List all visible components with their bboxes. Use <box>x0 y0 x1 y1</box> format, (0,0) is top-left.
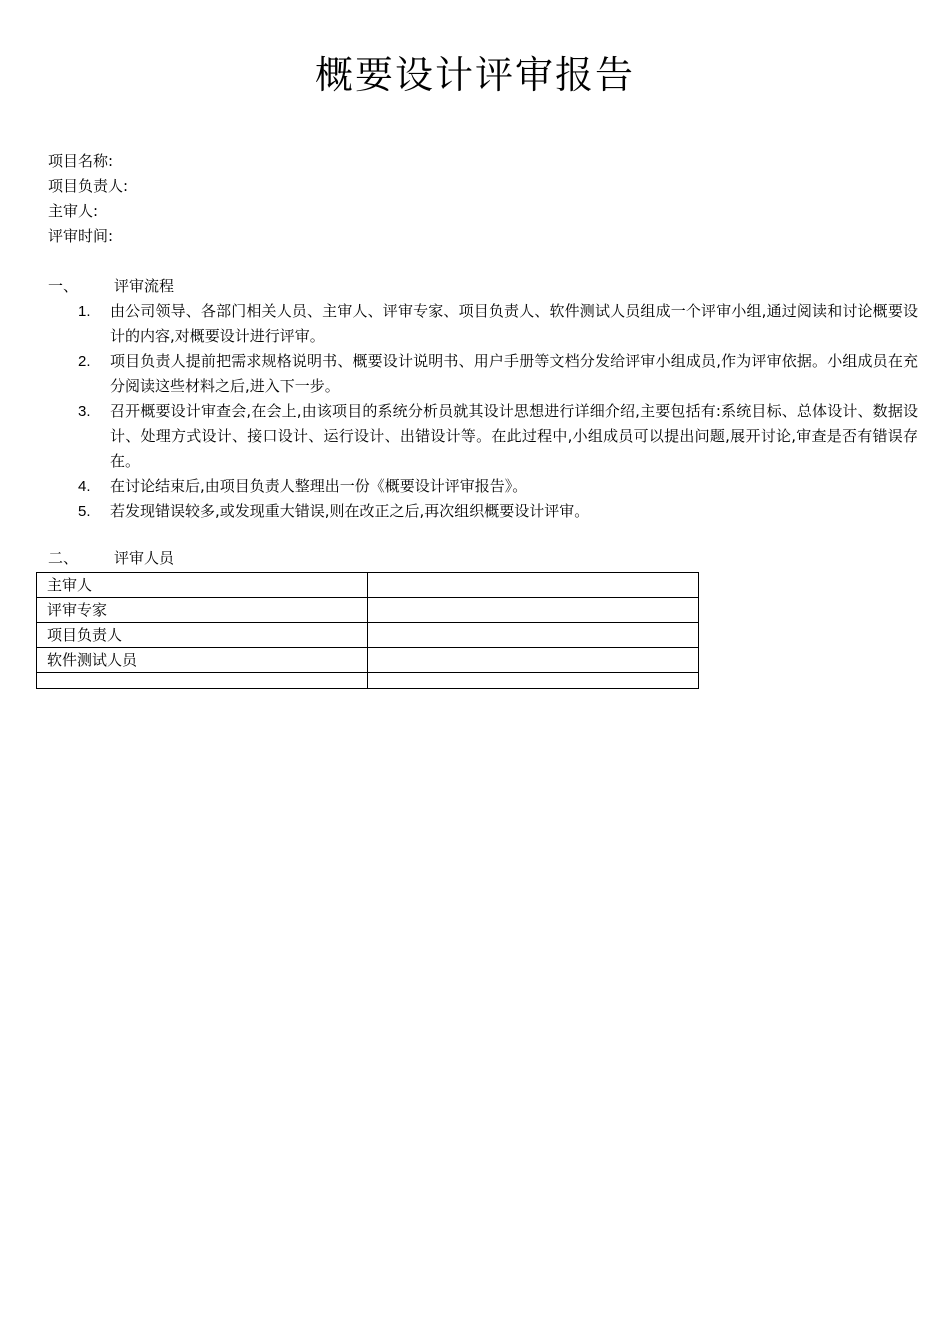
table-cell-name[interactable] <box>368 573 699 598</box>
section-number: 二、 <box>48 549 79 567</box>
list-item-number: 3. <box>78 403 91 420</box>
table-row <box>37 648 699 673</box>
section-title: 评审人员 <box>114 549 175 567</box>
table-cell-role: 软件测试人员 <box>37 648 368 673</box>
list-item-number: 4. <box>78 478 91 495</box>
list-item-text: 项目负责人提前把需求规格说明书、概要设计说明书、用户手册等文档分发给评审小组成员,作为评审依据。小组成员在充分阅读这些材料之后,进入下一步。 <box>110 352 918 395</box>
table-cell-role[interactable] <box>37 673 368 689</box>
list-item-number: 1. <box>78 303 91 320</box>
list-item <box>78 299 918 349</box>
list-item-number: 5. <box>78 503 91 520</box>
list-item-text: 由公司领导、各部门相关人员、主审人、评审专家、项目负责人、软件测试人员组成一个评审小组,通过阅读和讨论概要设计的内容,对概要设计进行评审。 <box>110 302 918 345</box>
field-project-lead: 项目负责人: <box>48 177 129 195</box>
list-item-text: 若发现错误较多,或发现重大错误,则在改正之后,再次组织概要设计评审。 <box>110 502 590 520</box>
table-cell-role: 主审人 <box>37 573 368 598</box>
list-item-text: 召开概要设计审查会,在会上,由该项目的系统分析员就其设计思想进行详细介绍,主要包括有:系统目标、总体设计、数据设计、处理方式设计、接口设计、运行设计、出错设计等。在此过程中,小组成员可以提出问题,展开讨论,审查是否有错误存在。 <box>110 402 918 470</box>
section-review-process-heading <box>48 274 174 299</box>
list-item <box>78 499 918 524</box>
table-cell-name[interactable] <box>368 673 699 689</box>
section-reviewers-heading <box>48 546 174 571</box>
field-chief-reviewer: 主审人: <box>48 202 99 220</box>
project-info-fields <box>48 149 128 249</box>
section-title: 评审流程 <box>114 277 175 295</box>
table-cell-name[interactable] <box>368 598 699 623</box>
table-cell-name[interactable] <box>368 623 699 648</box>
table-cell-role: 项目负责人 <box>37 623 368 648</box>
field-project-name: 项目名称: <box>48 152 114 170</box>
review-process-list <box>78 299 918 524</box>
table-row <box>37 573 699 598</box>
list-item-number: 2. <box>78 353 91 370</box>
list-item <box>78 399 918 474</box>
table-row <box>37 623 699 648</box>
table-cell-name[interactable] <box>368 648 699 673</box>
section-number: 一、 <box>48 277 79 295</box>
table-row <box>37 673 699 689</box>
field-review-time: 评审时间: <box>48 227 114 245</box>
list-item <box>78 474 918 499</box>
table-cell-role: 评审专家 <box>37 598 368 623</box>
list-item <box>78 349 918 399</box>
list-item-text: 在讨论结束后,由项目负责人整理出一份《概要设计评审报告》。 <box>110 477 528 495</box>
table-row <box>37 598 699 623</box>
reviewers-table <box>36 572 699 689</box>
document-title: 概要设计评审报告 <box>314 53 635 97</box>
